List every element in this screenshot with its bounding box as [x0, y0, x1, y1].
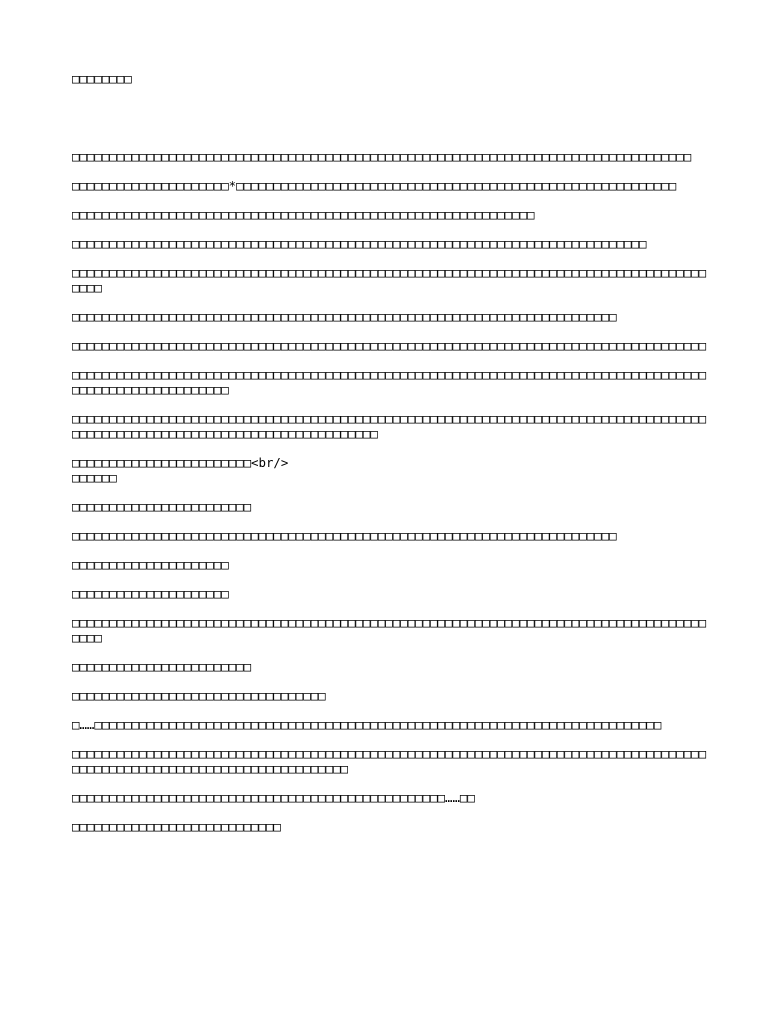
paragraph: □□□□□□□□□□□□□□□□□□□□□□□□□□□□ — [72, 819, 281, 834]
paragraph: □□□□□□□□□□□□□□□□□□□□□□□□□□□□□□□□□□□□□□□□□□□□□□□□□□□□□□□□□□□□□□□□□□□□□□□□□□□□□□□□□□□□□□□□□ — [72, 265, 707, 295]
paragraph: □□□□□□□□□□□□□□□□□□□□□□□□□□□□□□□□□□□□□□□□□□□□□□□□□□□□□□□□□□□□□□□□□□□□□□□□□□□□□□□□□□□□□□□□□□□□□□□□□□□□□□□□□□□□□□□□□□□□□□□□□□ — [72, 746, 707, 776]
paragraph: □□□□□□□□□□□□□□□□□□□□□□□□ — [72, 659, 252, 674]
paragraph: □□□□□□□□□□□□□□□□□□□□□□□□□□□□□□□□□□□□□□□□□□□□□□□□□□□□□□□□□□□□□□□□□□□□□□□□□□□□□□□□□□□□□ — [72, 338, 707, 353]
paragraph: □□□□□□□□□□□□□□□□□□□□□□□□□□□□□□□□□□□□□□□□□□□□□□□□□□□□□□□□□□□□□□□□□□□□□□□□□ — [72, 309, 617, 324]
paragraph: □□□□□□□□□□□□□□□□□□□□□□□□□□□□□□□□□□ — [72, 688, 326, 703]
paragraph: □□□□□□□□□□□□□□□□□□□□□□□□□□□□□□□□□□□□□□□□□□□□□□□□□□□□□□□□□□□□□□ — [72, 207, 535, 222]
paragraph: □□□□□□□□□□□□□□□□□□□□□ — [72, 586, 229, 601]
paragraph: □□□□□□□□□□□□□□□□□□□□□□□□□□□□□□□□□□□□□□□□□□□□□□□□□□……□□ — [72, 790, 475, 805]
paragraph: □□□□□□□□□□□□□□□□□□□□□□□□□□□□□□□□□□□□□□□□□□□□□□□□□□□□□□□□□□□□□□□□□□□□□□□□□□□□□ — [72, 236, 647, 251]
paragraph: □□□□□□□□□□□□□□□□□□□□□□□□□□□□□□□□□□□□□□□□□□□□□□□□□□□□□□□□□□□□□□□□□□□□□□□□□□□□□□□□□□□□□□□□□ — [72, 615, 707, 645]
paragraph: □……□□□□□□□□□□□□□□□□□□□□□□□□□□□□□□□□□□□□□□□□□□□□□□□□□□□□□□□□□□□□□□□□□□□□□□□□□□□□ — [72, 717, 662, 732]
paragraph: □□□□□□□□□□□□□□□□□□□□□□□□□□□□□□□□□□□□□□□□□□□□□□□□□□□□□□□□□□□□□□□□□□□□□□□□□□□□□□□□□□□ — [72, 149, 692, 164]
paragraph: □□□□□□□□□□□□□□□□□□□□□ — [72, 557, 229, 572]
document-title: □□□□□□□□ — [72, 71, 132, 86]
paragraph: □□□□□□□□□□□□□□□□□□□□□□□□□□□□□□□□□□□□□□□□□□□□□□□□□□□□□□□□□□□□□□□□□□□□□□□□□□□□□□□□□□□□□□□□□□□□□□□□□□□□□□□□□□□□□□□□□□□□□□□□□□□□□□ — [72, 411, 707, 441]
paragraph: □□□□□□□□□□□□□□□□□□□□□□□□□□□□□□□□□□□□□□□□□□□□□□□□□□□□□□□□□□□□□□□□□□□□□□□□□□□□□□□□□□□□□□□□□□□□□□□□□□□□□□□□□□ — [72, 367, 707, 397]
paragraph: □□□□□□□□□□□□□□□□□□□□□□□□<br/> □□□□□□ — [72, 455, 289, 485]
paragraph: □□□□□□□□□□□□□□□□□□□□□□□□□□□□□□□□□□□□□□□□□□□□□□□□□□□□□□□□□□□□□□□□□□□□□□□□□ — [72, 528, 617, 543]
paragraph: □□□□□□□□□□□□□□□□□□□□□□□□ — [72, 499, 252, 514]
paragraph: □□□□□□□□□□□□□□□□□□□□□*□□□□□□□□□□□□□□□□□□□□□□□□□□□□□□□□□□□□□□□□□□□□□□□□□□□□□□□□□□□ — [72, 178, 677, 193]
document-body — [72, 149, 710, 834]
